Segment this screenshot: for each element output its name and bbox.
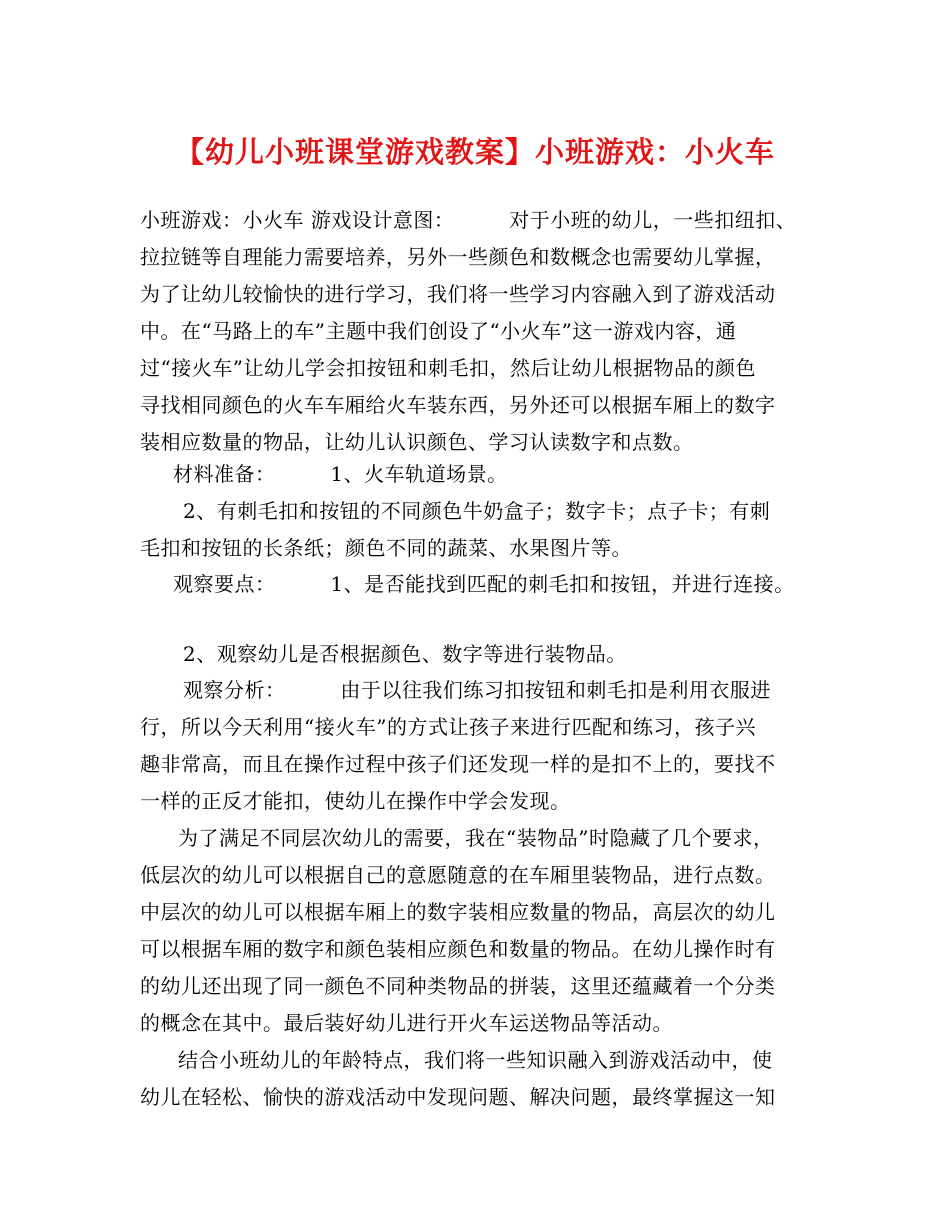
paragraph-line: 幼儿在轻松、愉快的游戏活动中发现问题、解决问题，最终掌握这一知 [140,1085,776,1109]
paragraph-line: 的概念在其中。最后装好幼儿进行开火车运送物品等活动。 [140,1011,673,1035]
paragraph-line: 可以根据车厢的数字和颜色装相应颜色和数量的物品。在幼儿操作时有 [140,937,776,961]
paragraph-line: 为了满足不同层次幼儿的需要，我在“装物品”时隐藏了几个要求， [178,826,774,850]
paragraph-line: 行，所以今天利用“接火车”的方式让孩子来进行匹配和练习，孩子兴 [140,715,756,739]
paragraph-line: 中层次的幼儿可以根据车厢上的数字装相应数量的物品，高层次的幼儿 [140,900,776,924]
paragraph-line: 结合小班幼儿的年龄特点，我们将一些知识融入到游戏活动中，使 [178,1048,773,1072]
paragraph-line: 中。在“马路上的车”主题中我们创设了“小火车”这一游戏内容，通 [140,319,737,343]
paragraph-line: 拉拉链等自理能力需要培养，另外一些颜色和数概念也需要幼儿掌握， [140,245,776,269]
paragraph-line: 趣非常高，而且在操作过程中孩子们还发现一样的是扣不上的，要找不 [140,752,776,776]
paragraph-line: 寻找相同颜色的火车车厢给火车装东西，另外还可以根据车厢上的数字 [140,393,776,417]
paragraph-line: 一样的正反才能扣，使幼儿在操作中学会发现。 [140,789,571,813]
document-title: 【幼儿小班课堂游戏教案】小班游戏：小火车 [174,135,775,169]
paragraph-line: 2、观察幼儿是否根据颜色、数字等进行装物品。 [183,642,627,666]
paragraph-line: 材料准备： 1、火车轨道场景。 [173,462,508,486]
paragraph-line: 低层次的幼儿可以根据自己的意愿随意的在车厢里装物品，进行点数。 [140,863,776,887]
paragraph-line: 为了让幼儿较愉快的进行学习，我们将一些学习内容融入到了游戏活动 [140,282,776,306]
paragraph-line: 观察要点： 1、是否能找到匹配的刺毛扣和按钮，并进行连接。 [173,572,795,596]
paragraph-line: 2、有刺毛扣和按钮的不同颜色牛奶盒子；数字卡；点子卡；有刺 [183,499,771,523]
paragraph-line: 观察分析： 由于以往我们练习扣按钮和刺毛扣是利用衣服进 [183,678,771,702]
paragraph-line: 过“接火车”让幼儿学会扣按钮和刺毛扣，然后让幼儿根据物品的颜色 [140,356,756,380]
paragraph-line: 装相应数量的物品，让幼儿认识颜色、学习认读数字和点数。 [140,430,694,454]
paragraph-line: 的幼儿还出现了同一颜色不同种类物品的拼装，这里还蕴藏着一个分类 [140,974,776,998]
paragraph-line: 毛扣和按钮的长条纸；颜色不同的蔬菜、水果图片等。 [140,536,632,560]
paragraph-line: 小班游戏：小火车 游戏设计意图： 对于小班的幼儿，一些扣纽扣、 [140,208,797,232]
